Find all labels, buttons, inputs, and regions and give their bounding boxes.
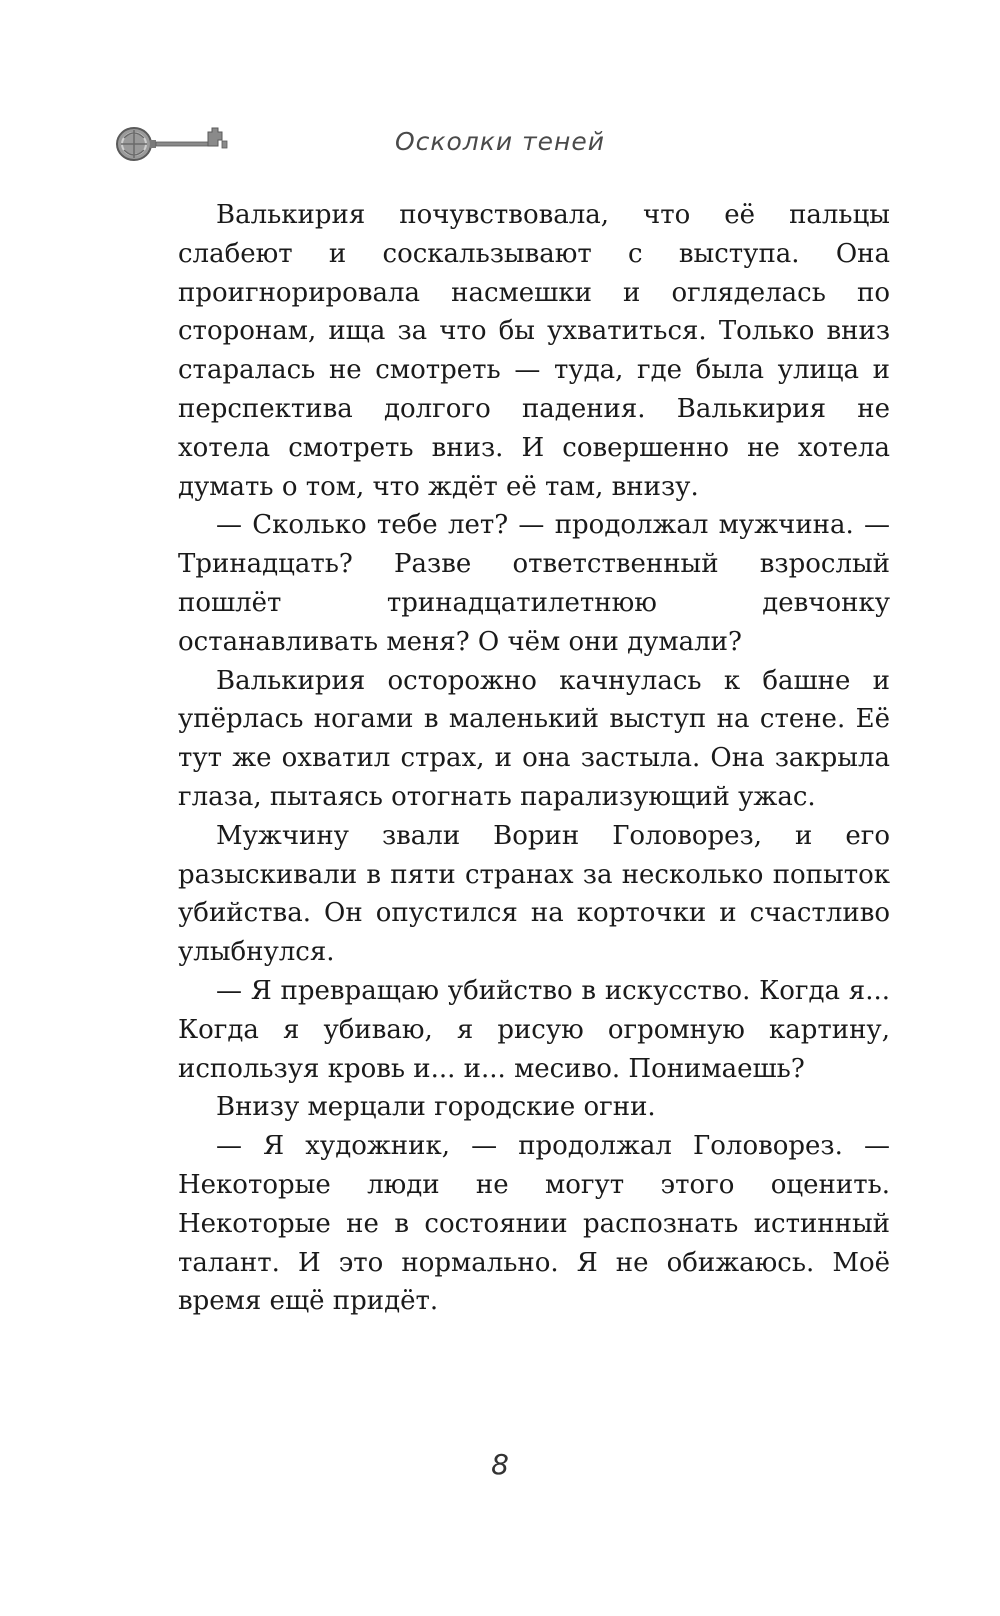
paragraph: Внизу мерцали городские огни.: [216, 1092, 656, 1123]
page-number: 8: [491, 1448, 509, 1481]
body-text: [178, 196, 890, 1321]
paragraph: Мужчину звали Ворин Головорез, и его разыскивали в пяти странах за несколько попыток убийства. Он опустился на корточки и счастливо улыбнулся.: [178, 820, 890, 968]
paragraph: Валькирия почувствовала, что её пальцы слабеют и соскальзывают с выступа. Она проигнорировала насмешки и огляделась по сторонам, ища за что бы ухватиться. Только вниз старалась не смотреть — туда, где была улица и перспектива долгого падения. Валькирия не хотела смотреть вниз. И совершенно не хотела думать о том, что ждёт её там, внизу.: [178, 200, 890, 502]
paragraph: Валькирия осторожно качнулась к башне и упёрлась ногами в маленький выступ на стене. Её тут же охватил страх, и она застыла. Она закрыла глаза, пытаясь отогнать парализующий ужас.: [178, 665, 890, 812]
book-title: Осколки теней: [394, 127, 605, 156]
paragraph: — Сколько тебе лет? — продолжал мужчина. — Тринадцать? Разве ответственный взрослый пошлёт тринадцатилетнюю девчонку останавливать меня? О чём они думали?: [178, 510, 890, 657]
paragraph: — Я художник, — продолжал Головорез. — Некоторые люди не могут этого оценить. Некоторые не в состоянии распознать истинный талант. И это нормально. Я не обижаюсь. Моё время ещё придёт.: [178, 1131, 890, 1317]
paragraph: — Я превращаю убийство в искусство. Когда я... Когда я убиваю, я рисую огромную картину, используя кровь и... и... месиво. Понимаешь?: [178, 975, 890, 1084]
running-head: [100, 118, 900, 168]
